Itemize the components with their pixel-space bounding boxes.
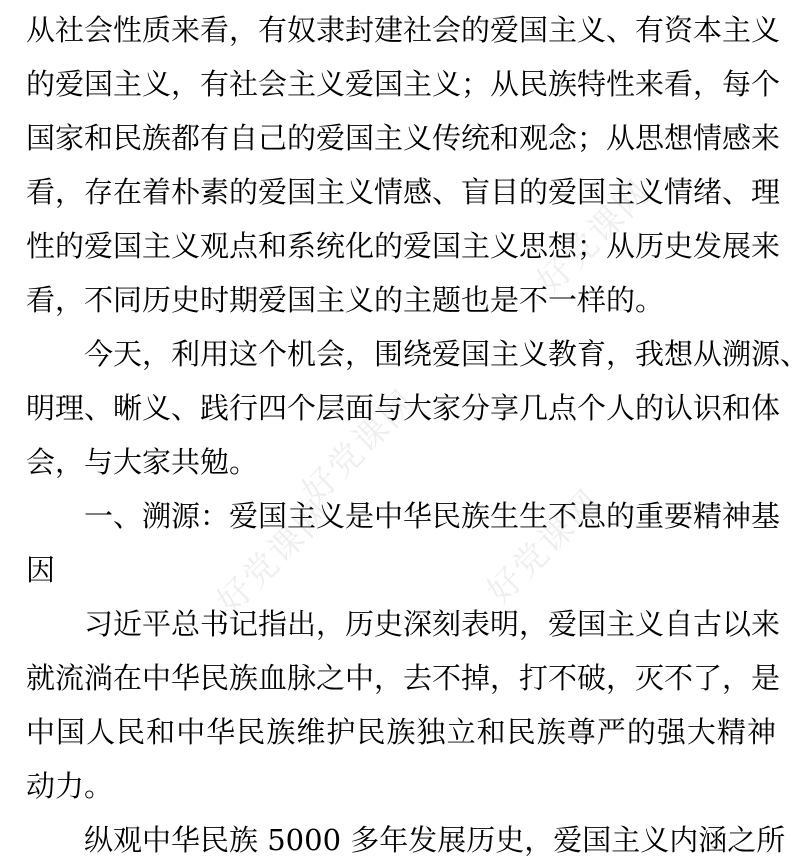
text-line: 中国人民和中华民族维护民族独立和民族尊严的强大精神 [26, 715, 776, 749]
text-line: 明理、晰义、践行四个层面与大家分享几点个人的认识和体 [26, 391, 781, 425]
paragraph-today [26, 327, 809, 489]
text-line: 会，与大家共勉。 [26, 445, 259, 479]
text-line: 看，不同历史时期爱国主义的主题也是不一样的。 [26, 283, 665, 317]
watermark: 好党课网 [209, 491, 340, 623]
paragraph-xi-quote [26, 597, 781, 813]
text-line: 纵观中华民族 5000 多年发展历史，爱国主义内涵之所 [26, 823, 786, 857]
text-line: 国家和民族都有自己的爱国主义传统和观念；从思想情感来 [26, 121, 781, 155]
text-line: 从社会性质来看，有奴隶封建社会的爱国主义、有资本主义 [26, 13, 781, 47]
text-line: 习近平总书记指出，历史深刻表明，爱国主义自古以来 [26, 607, 781, 641]
text-line: 因 [26, 553, 56, 587]
text-line: 看，存在着朴素的爱国主义情感、盲目的爱国主义情绪、理 [26, 175, 781, 209]
watermark: 好党课网 [479, 481, 610, 613]
text-line: 今天，利用这个机会，围绕爱国主义教育，我想从溯源、 [26, 337, 809, 371]
text-line: 性的爱国主义观点和系统化的爱国主义思想；从历史发展来 [26, 229, 781, 263]
text-line: 就流淌在中华民族血脉之中，去不掉，打不破，灭不了，是 [26, 661, 781, 695]
watermark: 好党课网 [529, 171, 660, 303]
text-line: 动力。 [26, 769, 114, 803]
text-line: 的爱国主义，有社会主义爱国主义；从民族特性来看，每个 [26, 67, 781, 101]
section-heading-origin [26, 489, 781, 597]
text-line: 一、溯源：爱国主义是中华民族生生不息的重要精神基 [26, 499, 781, 533]
watermark: 好党课网 [294, 381, 425, 513]
paragraph-social-nature [26, 3, 781, 327]
paragraph-history [26, 813, 786, 867]
